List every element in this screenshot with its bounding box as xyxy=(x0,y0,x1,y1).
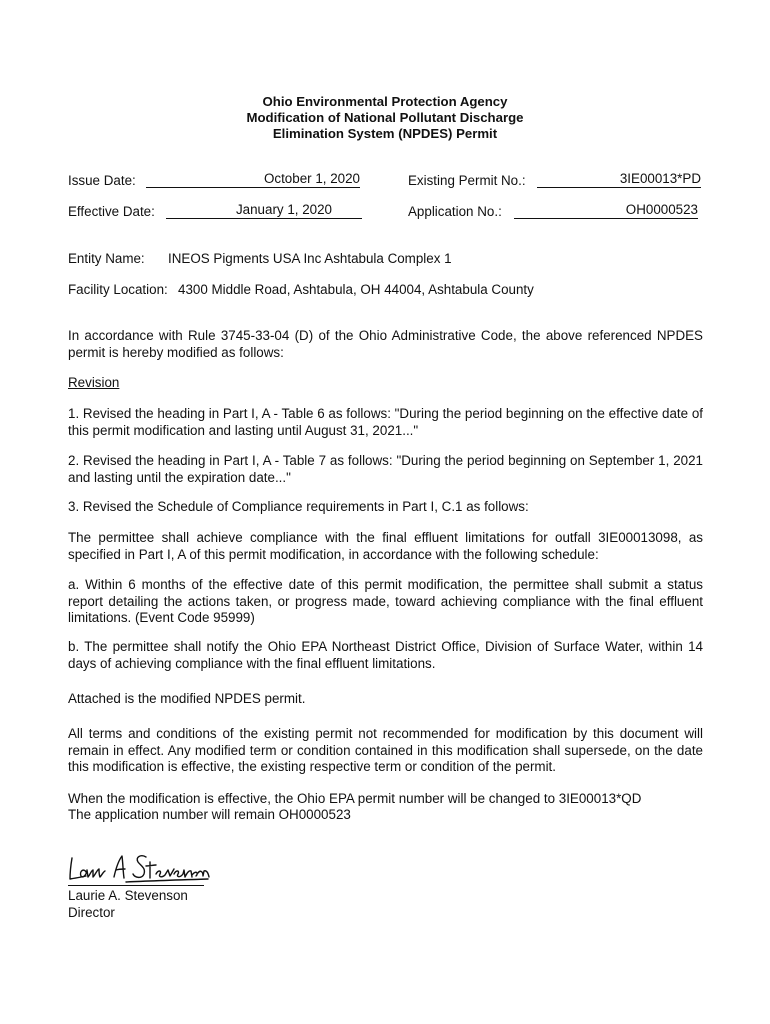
revision-item-3: 3. Revised the Schedule of Compliance requirements in Part I, C.1 as follows: xyxy=(68,499,529,514)
compliance-paragraph: The permittee shall achieve compliance with the final effluent limitations for outfall 3IE00013098, as specified in Part I, A of this permit modification, in accordance with the following schedule: xyxy=(68,530,703,562)
title-line-3: Elimination System (NPDES) Permit xyxy=(272,126,498,141)
issue-date-value: October 1, 2020 xyxy=(146,172,360,188)
permit-change-line: When the modification is effective, the Ohio EPA permit number will be changed to 3IE00013*QD xyxy=(68,791,642,806)
effective-date-label: Effective Date: xyxy=(68,204,155,219)
facility-location-value: 4300 Middle Road, Ashtabula, OH 44004, Ashtabula County xyxy=(178,282,534,297)
terms-paragraph: All terms and conditions of the existing permit not recommended for modification by this document will remain in effect. Any modified term or condition contained in this modification shall supersede, on the date this modification is effective, the existing respective term or condition of the permit. xyxy=(68,726,703,774)
document-title xyxy=(0,94,770,142)
revision-heading: Revision xyxy=(68,375,120,390)
signature-line xyxy=(68,885,204,886)
existing-permit-label: Existing Permit No.: xyxy=(408,173,526,188)
revision-item-2: 2. Revised the heading in Part I, A - Table 7 as follows: "During the period beginning on September 1, 2021 and lasting until the expiration date..." xyxy=(68,453,703,485)
revision-item-1: 1. Revised the heading in Part I, A - Table 6 as follows: "During the period beginning on the effective date of this permit modification and lasting until August 31, 2021..." xyxy=(68,406,703,438)
application-label: Application No.: xyxy=(408,204,502,219)
existing-permit-value: 3IE00013*PD xyxy=(537,172,701,188)
entity-name-label: Entity Name: xyxy=(68,251,145,266)
issue-date-label: Issue Date: xyxy=(68,173,136,188)
application-remain-line: The application number will remain OH0000523 xyxy=(68,807,351,822)
schedule-item-b: b. The permittee shall notify the Ohio EPA Northeast District Office, Division of Surface Water, within 14 days of achieving compliance with the final effluent limitations. xyxy=(68,639,703,671)
application-number-value: OH0000523 xyxy=(514,203,698,219)
signatory-title: Director xyxy=(68,905,115,920)
facility-location-label: Facility Location: xyxy=(68,282,168,297)
effective-date-value: January 1, 2020 xyxy=(166,203,362,219)
attached-statement: Attached is the modified NPDES permit. xyxy=(68,691,306,706)
schedule-item-a: a. Within 6 months of the effective date of this permit modification, the permittee shall submit a status report detailing the actions taken, or progress made, toward achieving compliance with the final effluent limitations. (Event Code 95999) xyxy=(68,577,703,625)
signature-script-text xyxy=(216,848,217,849)
signature-image xyxy=(66,848,216,888)
intro-paragraph: In accordance with Rule 3745-33-04 (D) of the Ohio Administrative Code, the above referenced NPDES permit is hereby modified as follows: xyxy=(68,328,703,360)
entity-name-value: INEOS Pigments USA Inc Ashtabula Complex 1 xyxy=(168,251,452,266)
signatory-name: Laurie A. Stevenson xyxy=(68,888,188,903)
agency-name: Ohio Environmental Protection Agency xyxy=(262,94,508,109)
title-line-2: Modification of National Pollutant Discharge xyxy=(246,110,524,125)
